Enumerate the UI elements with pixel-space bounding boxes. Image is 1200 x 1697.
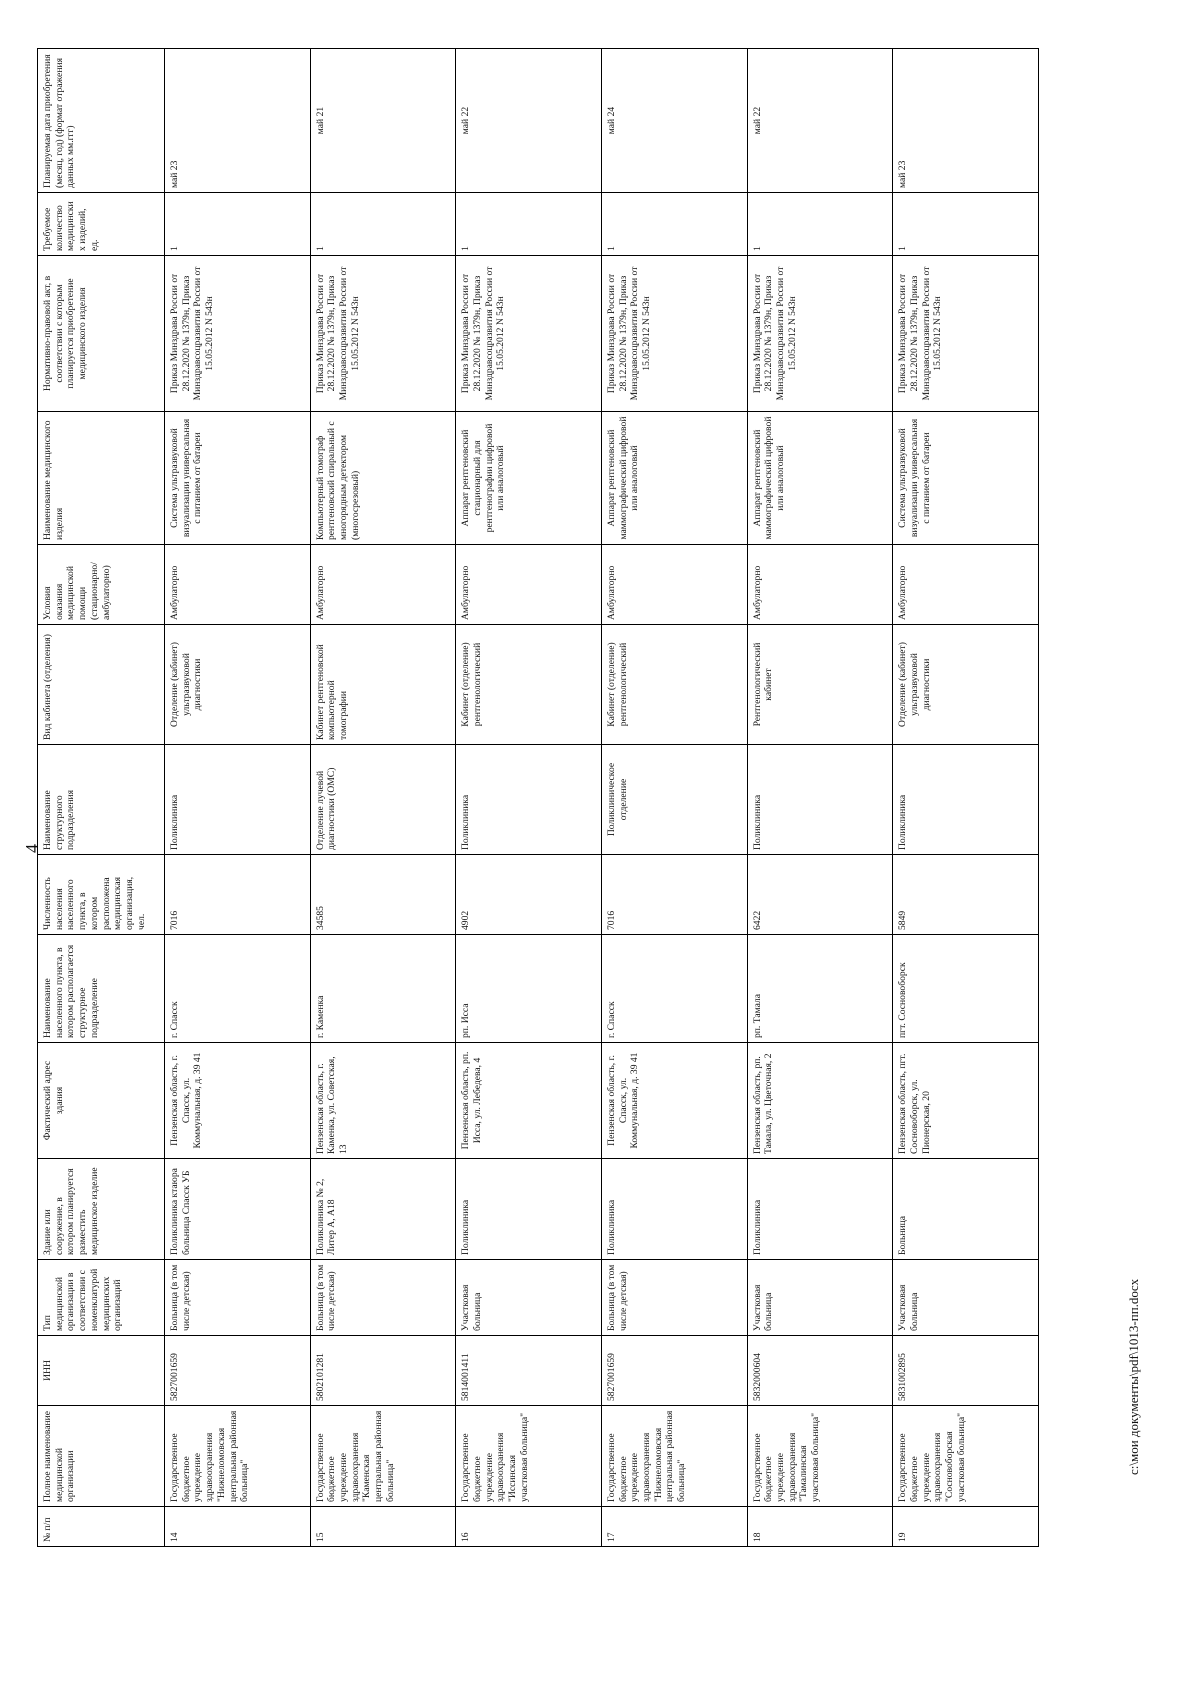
cell-building: Поликлиника [601, 1159, 747, 1260]
cell-number: 19 [893, 1507, 1039, 1547]
cell-org-name: Государственное бюджетное учреждение здравоохранения "Нижнеломовская центральная районная больница" [165, 1406, 311, 1507]
cell-subdivision: Поликлиника [165, 745, 311, 855]
header-cell: Планируемая дата приобретения (месяц, год) (формат отражения данных мм.ггг) [38, 49, 165, 193]
cell-quantity: 1 [893, 193, 1039, 256]
cell-cabinet-type: Кабинет (отделение) рентгенологический [601, 625, 747, 745]
cell-population: 7016 [601, 855, 747, 935]
header-cell: Здание или сооружение, в котором планируется разместить медицинское изделие [38, 1159, 165, 1260]
cell-device-name: Компьютерный томограф рентгеновский спиральный с многорядным детектором (многосрезовый) [310, 412, 456, 545]
cell-number: 14 [165, 1507, 311, 1547]
cell-org-type: Больница (в том числе детская) [165, 1260, 311, 1336]
cell-building: Поликлиника [456, 1159, 602, 1260]
cell-org-name: Государственное бюджетное учреждение здравоохранения "Сосновоборская участковая больница" [893, 1406, 1039, 1507]
cell-quantity: 1 [601, 193, 747, 256]
cell-org-name: Государственное бюджетное учреждение здравоохранения "Тамалинская участковая больница" [747, 1406, 893, 1507]
cell-org-type: Больница (в том числе детская) [601, 1260, 747, 1336]
table-row [747, 49, 893, 1547]
cell-legal-act: Приказ Минздрава России от 28.12.2020 № 1379н, Приказ Минздравсоцразвития России от 15.05.2012 N 543н [747, 256, 893, 412]
cell-address: Пензенская область, г. Каменка, ул. Советская, 13 [310, 1043, 456, 1159]
cell-planned-date: май 21 [310, 49, 456, 193]
cell-number: 18 [747, 1507, 893, 1547]
cell-population: 4902 [456, 855, 602, 935]
cell-conditions: Амбулаторно [165, 545, 311, 625]
cell-cabinet-type: Отделение (кабинет) ультразвуковой диагностики [893, 625, 1039, 745]
cell-conditions: Амбулаторно [310, 545, 456, 625]
header-cell: № п/п [38, 1507, 165, 1547]
cell-inn: 5827001659 [165, 1336, 311, 1406]
header-cell: Требуемое количество медицинских изделий, ед. [38, 193, 165, 256]
cell-cabinet-type: Кабинет рентгеновской компьютерной томографии [310, 625, 456, 745]
equipment-table [37, 48, 1039, 1547]
cell-device-name: Система ультразвуковой визуализации универсальная с питанием от батареи [165, 412, 311, 545]
cell-quantity: 1 [747, 193, 893, 256]
cell-settlement: г. Спасск [601, 935, 747, 1043]
cell-planned-date: май 22 [456, 49, 602, 193]
table-row [310, 49, 456, 1547]
cell-legal-act: Приказ Минздрава России от 28.12.2020 № 1379н, Приказ Минздравсоцразвития России от 15.05.2012 N 543н [601, 256, 747, 412]
cell-org-type: Больница (в том числе детская) [310, 1260, 456, 1336]
cell-quantity: 1 [310, 193, 456, 256]
cell-org-type: Участковая больница [456, 1260, 602, 1336]
cell-subdivision: Поликлиника [456, 745, 602, 855]
header-cell: Полное наименование медицинской организации [38, 1406, 165, 1507]
cell-settlement: рп. Исса [456, 935, 602, 1043]
cell-cabinet-type: Рентгенологический кабинет [747, 625, 893, 745]
cell-conditions: Амбулаторно [601, 545, 747, 625]
cell-inn: 5831002895 [893, 1336, 1039, 1406]
cell-inn: 5814001411 [456, 1336, 602, 1406]
cell-population: 34585 [310, 855, 456, 935]
table-row [893, 49, 1039, 1547]
header-cell: Наименование структурного подразделения [38, 745, 165, 855]
cell-quantity: 1 [456, 193, 602, 256]
cell-conditions: Амбулаторно [456, 545, 602, 625]
cell-settlement: г. Каменка [310, 935, 456, 1043]
footer-file-path: c:\мои документы\pdf\1013-пп.docx [1126, 1278, 1141, 1475]
table-row [165, 49, 311, 1547]
cell-building: Больница [893, 1159, 1039, 1260]
cell-inn: 5832000604 [747, 1336, 893, 1406]
cell-address: Пензенская область, г. Спасск, ул. Коммунальная, д. 39 41 [165, 1043, 311, 1159]
cell-legal-act: Приказ Минздрава России от 28.12.2020 № 1379н, Приказ Минздравсоцразвития России от 15.05.2012 N 543н [165, 256, 311, 412]
cell-address: Пензенская область, рп. Тамала, ул. Цветочная, 2 [747, 1043, 893, 1159]
cell-subdivision: Отделение лучевой диагностики (ОМС) [310, 745, 456, 855]
header-cell: Вид кабинета (отделения) [38, 625, 165, 745]
cell-settlement: рп. Тамала [747, 935, 893, 1043]
header-cell: Тип медицинской организации в соответствии с номенклатурой медицинских организаций [38, 1260, 165, 1336]
cell-address: Пензенская область, пгт. Сосновоборск, ул. Пионерская, 20 [893, 1043, 1039, 1159]
cell-inn: 5802101281 [310, 1336, 456, 1406]
cell-device-name: Аппарат рентгеновский маммографический цифровой или аналоговый [601, 412, 747, 545]
cell-population: 7016 [165, 855, 311, 935]
cell-number: 15 [310, 1507, 456, 1547]
cell-subdivision: Поликлиника [893, 745, 1039, 855]
cell-conditions: Амбулаторно [893, 545, 1039, 625]
cell-building: Поликлиника [747, 1159, 893, 1260]
cell-conditions: Амбулаторно [747, 545, 893, 625]
cell-building: Поликлиника № 2, Литер А, А18 [310, 1159, 456, 1260]
cell-planned-date: май 23 [165, 49, 311, 193]
cell-subdivision: Поликлиническое отделение [601, 745, 747, 855]
table-row [601, 49, 747, 1547]
header-cell: Условия оказания медицинской помощи (стационарно/амбулаторно) [38, 545, 165, 625]
table-row [456, 49, 602, 1547]
cell-org-type: Участковая больница [747, 1260, 893, 1336]
cell-org-name: Государственное бюджетное учреждение здравоохранения "Иссинская участковая больница" [456, 1406, 602, 1507]
table-header-row [38, 49, 165, 1547]
cell-org-name: Государственное бюджетное учреждение здравоохранения "Нижнеломовская центральная районная больница" [601, 1406, 747, 1507]
cell-legal-act: Приказ Минздрава России от 28.12.2020 № 1379н, Приказ Минздравсоцразвития России от 15.05.2012 N 543н [893, 256, 1039, 412]
header-cell: Численность населения населенного пункта, в котором расположена медицинская организация, чел. [38, 855, 165, 935]
cell-cabinet-type: Кабинет (отделение) рентгенологический [456, 625, 602, 745]
cell-org-type: Участковая больница [893, 1260, 1039, 1336]
cell-device-name: Аппарат рентгеновский стационарный для рентгенографии цифровой или аналоговый [456, 412, 602, 545]
cell-address: Пензенская область, рп. Исса, ул. Лебедева, 4 [456, 1043, 602, 1159]
header-cell: ИНН [38, 1336, 165, 1406]
cell-cabinet-type: Отделение (кабинет) ультразвуковой диагностики [165, 625, 311, 745]
cell-settlement: г. Спасск [165, 935, 311, 1043]
cell-legal-act: Приказ Минздрава России от 28.12.2020 № 1379н, Приказ Минздравсоцразвития России от 15.05.2012 N 543н [456, 256, 602, 412]
header-cell: Наименование медицинского изделия [38, 412, 165, 545]
cell-population: 6422 [747, 855, 893, 935]
page-number: 4 [22, 844, 42, 853]
cell-number: 17 [601, 1507, 747, 1547]
cell-device-name: Система ультразвуковой визуализации универсальная с питанием от батареи [893, 412, 1039, 545]
cell-building: Поликлиника ктаюра больница Спасск УБ [165, 1159, 311, 1260]
cell-address: Пензенская область, г. Спасск, ул. Коммунальная, д. 39 41 [601, 1043, 747, 1159]
cell-inn: 5827001659 [601, 1336, 747, 1406]
header-cell: Фактический адрес здания [38, 1043, 165, 1159]
cell-settlement: пгт. Сосновоборск [893, 935, 1039, 1043]
cell-device-name: Аппарат рентгеновский маммографический цифровой или аналоговый [747, 412, 893, 545]
cell-subdivision: Поликлиника [747, 745, 893, 855]
cell-number: 16 [456, 1507, 602, 1547]
cell-population: 5849 [893, 855, 1039, 935]
cell-planned-date: май 23 [893, 49, 1039, 193]
cell-legal-act: Приказ Минздрава России от 28.12.2020 № 1379н, Приказ Минздравсоцразвития России от 15.05.2012 N 543н [310, 256, 456, 412]
cell-org-name: Государственное бюджетное учреждение здравоохранения "Каменская центральная районная больница" [310, 1406, 456, 1507]
cell-planned-date: май 24 [601, 49, 747, 193]
cell-quantity: 1 [165, 193, 311, 256]
header-cell: Наименование населенного пункта, в котором располагается структурное подразделение [38, 935, 165, 1043]
header-cell: Нормативно-правовой акт, в соответствии с которым планируется приобретение медицинского изделия [38, 256, 165, 412]
cell-planned-date: май 22 [747, 49, 893, 193]
